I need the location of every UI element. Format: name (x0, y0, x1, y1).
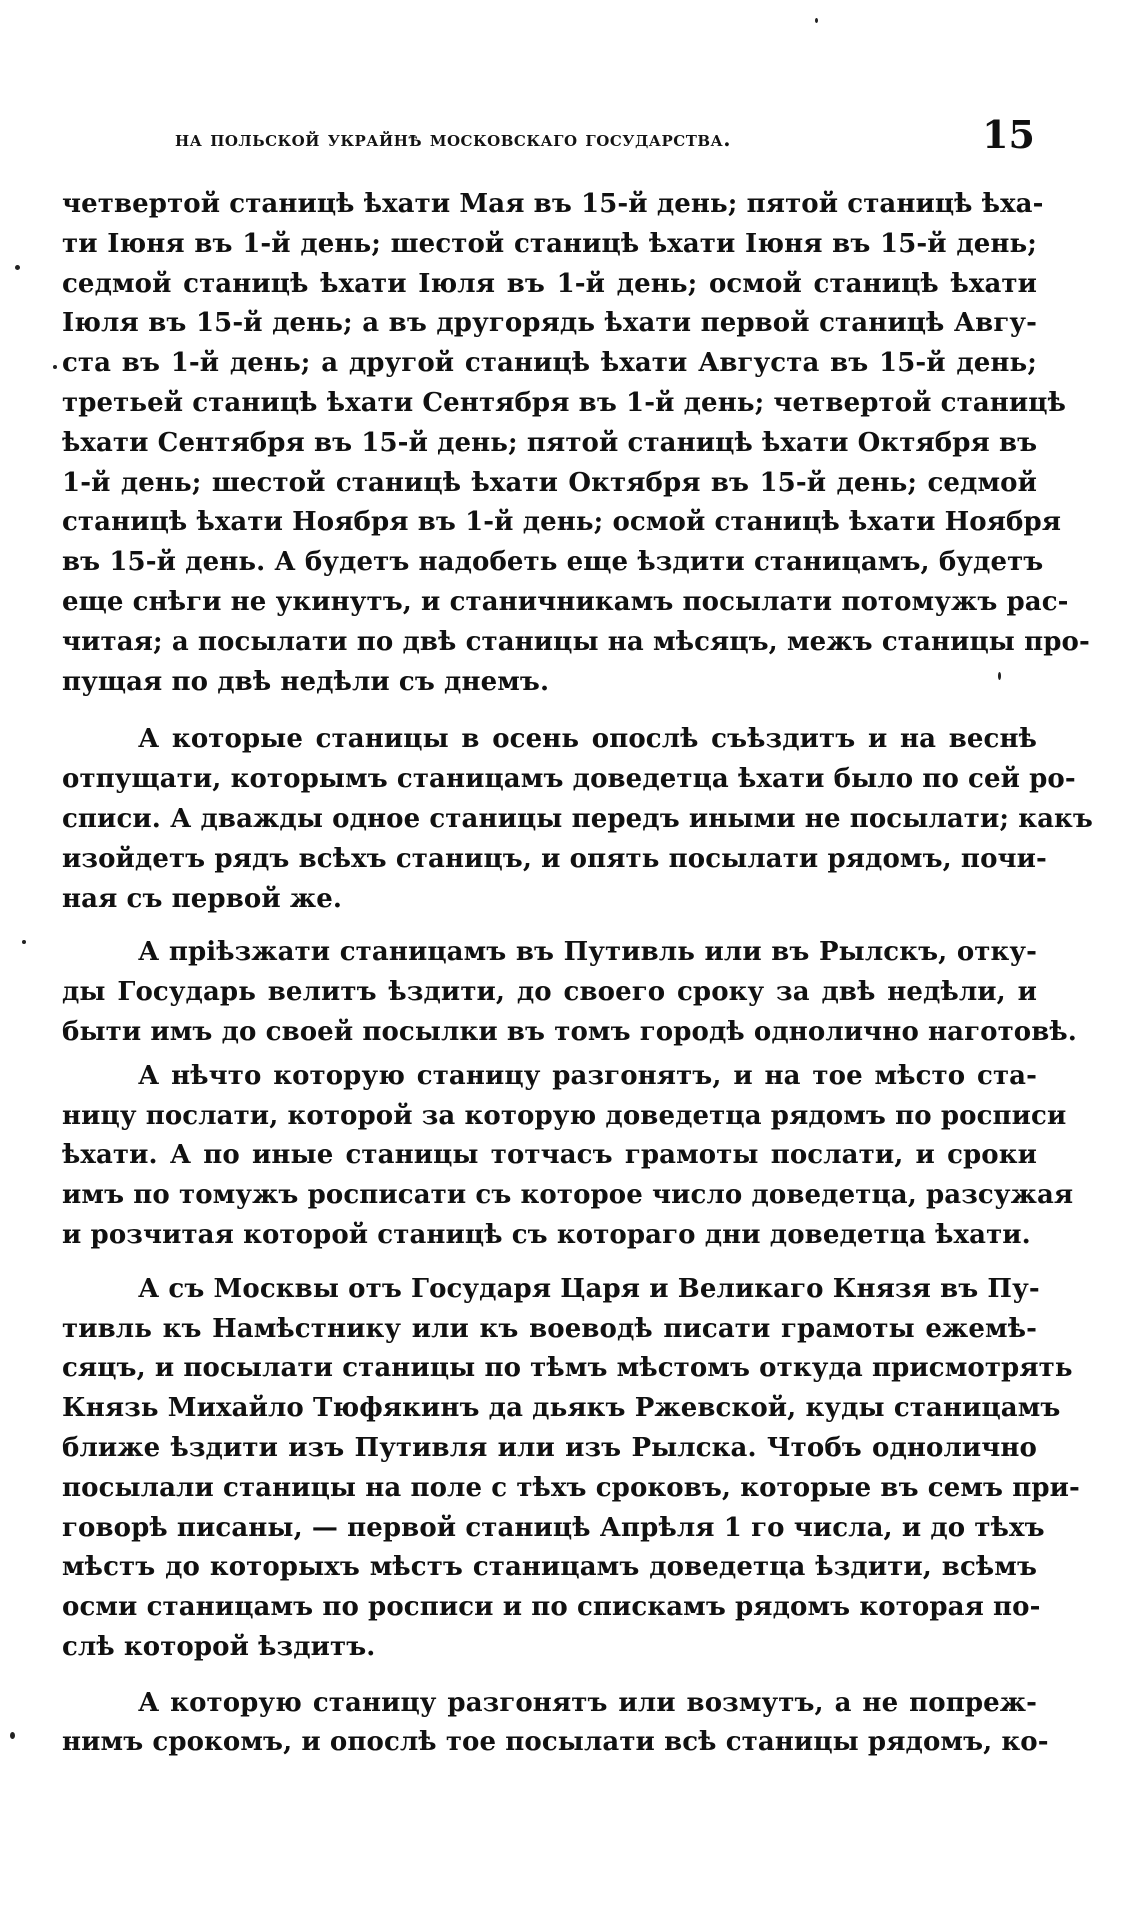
paragraph-2 (62, 720, 1093, 919)
text-line: седмой станицѣ ѣхати Іюля въ 1-й день; осмой станицѣ ѣхати (62, 268, 1037, 299)
scan-speck (998, 672, 1001, 680)
text-line: тивль къ Намѣстнику или къ воеводѣ писати грамоты ежемѣ- (62, 1313, 1037, 1344)
text-line: ти Іюня въ 1-й день; шестой станицѣ ѣхати Іюня въ 15-й день; (62, 228, 1037, 259)
text-line: сяцъ, и посылати станицы по тѣмъ мѣстомъ откуда присмотрять (62, 1353, 1073, 1384)
text-line: осми станицамъ по росписи и по спискамъ рядомъ которая по- (62, 1592, 1041, 1623)
text-line: Князь Михайло Тюфякинъ да дьякъ Ржевской, куды станицамъ (62, 1393, 1061, 1424)
text-line: отпущати, которымъ станицамъ доведетца ѣхати было по сей ро- (62, 764, 1076, 795)
text-line: посылали станицы на поле с тѣхъ сроковъ, которые въ семъ при- (62, 1472, 1080, 1503)
text-line: ѣхати. А по иные станицы тотчасъ грамоты послати, и сроки (62, 1140, 1037, 1171)
scan-speck (815, 18, 818, 23)
text-line: станицѣ ѣхати Ноября въ 1-й день; осмой станицѣ ѣхати Ноября (62, 507, 1062, 538)
text-line: ѣхати Сентября въ 15-й день; пятой станицѣ ѣхати Октября въ (62, 427, 1038, 458)
text-line: слѣ которой ѣздитъ. (62, 1631, 376, 1662)
running-head: на польской украйнѣ московскаго государства. (175, 126, 732, 151)
text-line: ближе ѣздити изъ Путивля или изъ Рылска. Чтобъ однолично (62, 1432, 1037, 1463)
text-line: имъ по томужъ росписати съ которое число доведетца, разсужая (62, 1180, 1074, 1211)
text-line: четвертой станицѣ ѣхати Мая въ 15-й день; пятой станицѣ ѣха- (62, 189, 1044, 219)
text-line: изойдетъ рядъ всѣхъ станицъ, и опять посылати рядомъ, почи- (62, 843, 1047, 874)
text-line: А которые станицы в осень опослѣ съѣздитъ и на веснѣ (138, 724, 1037, 755)
scan-speck (53, 365, 57, 369)
text-line: ная съ первой же. (62, 883, 343, 914)
text-line: говорѣ писаны, — первой станицѣ Апрѣля 1 го числа, и до тѣхъ (62, 1512, 1045, 1543)
text-line: А пріѣзжати станицамъ въ Путивль или въ Рылскъ, отку- (138, 937, 1037, 968)
scan-speck (22, 940, 26, 944)
text-line: 1-й день; шестой станицѣ ѣхати Октября въ 15-й день; седмой (62, 467, 1037, 498)
text-line: ста въ 1-й день; а другой станицѣ ѣхати Августа въ 15-й день; (62, 348, 1037, 379)
paragraph-4 (62, 1057, 1074, 1256)
paragraph-1 (62, 185, 1090, 702)
text-line: А которую станицу разгонятъ или возмутъ, а не попреж- (138, 1687, 1037, 1718)
body-text (62, 185, 1093, 1763)
text-line: читая; а посылати по двѣ станицы на мѣсяцъ, межъ станицы про- (62, 626, 1090, 657)
paragraph-6 (62, 1684, 1049, 1764)
text-line: ницу послати, которой за которую доведетца рядомъ по росписи (62, 1100, 1067, 1131)
text-line: и розчитая которой станицѣ съ котораго дни доведетца ѣхати. (62, 1219, 1031, 1250)
text-line: нимъ срокомъ, и опослѣ тое посылати всѣ станицы рядомъ, ко- (62, 1727, 1049, 1758)
scan-speck (15, 265, 20, 270)
text-line: А нѣчто которую станицу разгонятъ, и на тое мѣсто ста- (138, 1060, 1037, 1091)
text-line: списи. А дважды одное станицы передъ иными не посылати; какъ (62, 803, 1093, 834)
text-line: А съ Москвы отъ Государя Царя и Великаго Князя въ Пу- (138, 1273, 1040, 1304)
paragraph-3 (62, 933, 1077, 1052)
paragraph-5 (62, 1270, 1080, 1668)
text-line: быти имъ до своей посылки въ томъ городѣ однолично наготовѣ. (62, 1016, 1077, 1047)
text-line: еще снѣги не укинутъ, и станичникамъ посылати потомужъ рас- (62, 586, 1069, 617)
text-line: третьей станицѣ ѣхати Сентября въ 1-й день; четвертой станицѣ (62, 387, 1066, 418)
text-line: пущая по двѣ недѣли съ днемъ. (62, 666, 550, 697)
text-line: мѣстъ до которыхъ мѣстъ станицамъ доведетца ѣздити, всѣмъ (62, 1552, 1037, 1583)
text-line: ды Государь велитъ ѣздити, до своего сроку за двѣ недѣли, и (62, 977, 1037, 1008)
page-header (175, 112, 1035, 162)
text-line: въ 15-й день. А будетъ надобеть еще ѣздити станицамъ, будетъ (62, 547, 1044, 578)
page-number: 15 (982, 112, 1035, 157)
scan-speck (10, 1732, 15, 1739)
text-line: Іюля въ 15-й день; а въ другорядь ѣхати первой станицѣ Авгу- (62, 308, 1037, 339)
